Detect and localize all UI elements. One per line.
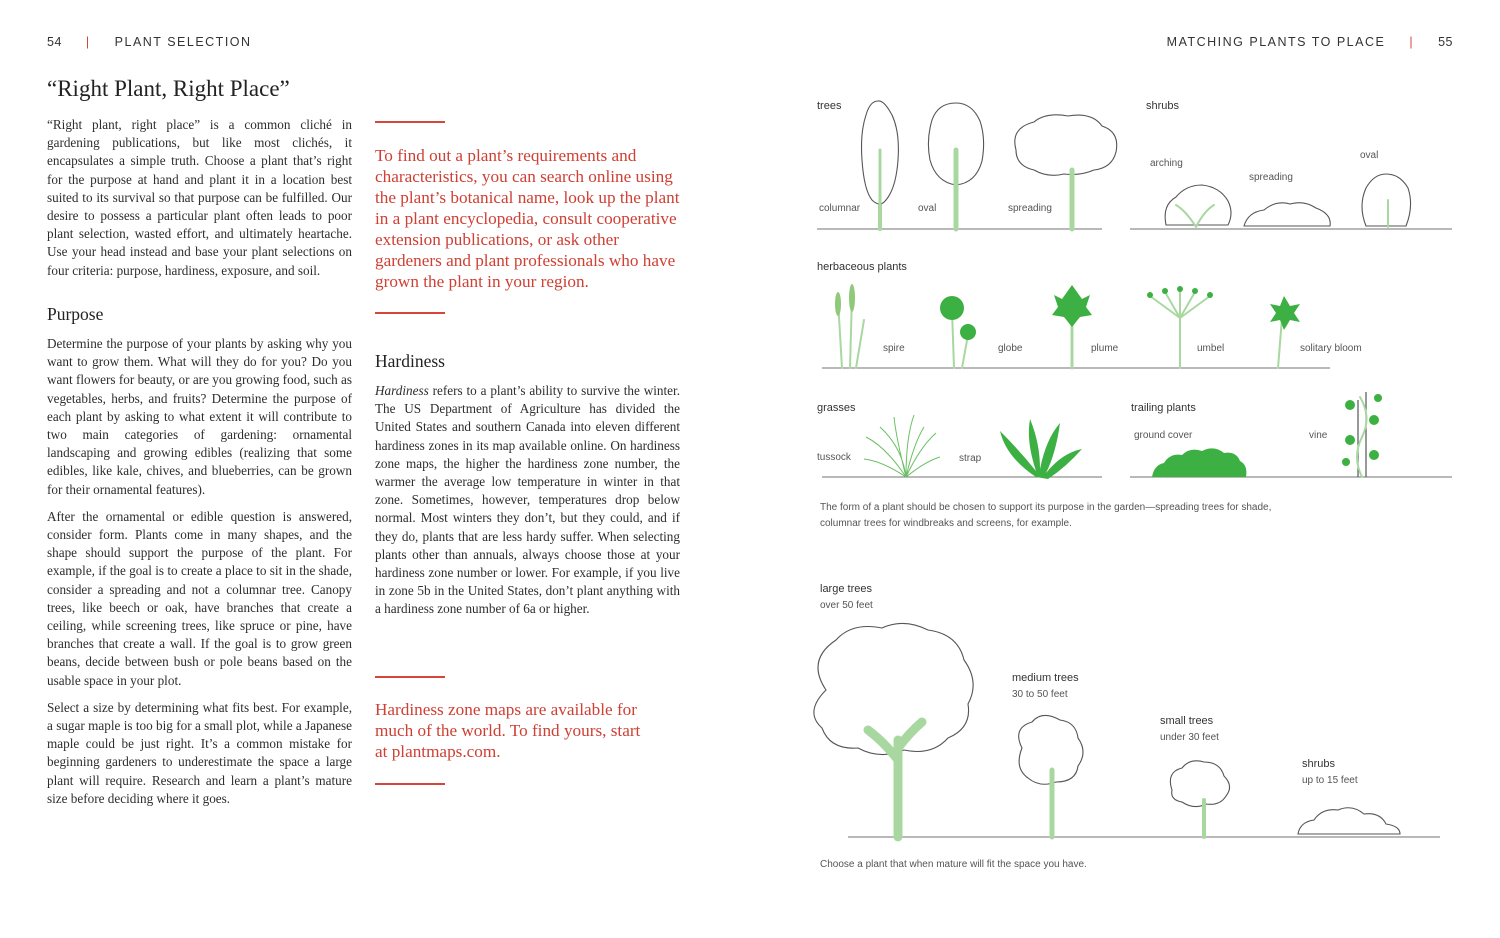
tussock-label: tussock: [817, 452, 851, 463]
spreading-tree-label: spreading: [1008, 203, 1052, 214]
figure2-caption: Choose a plant that when mature will fit the space you have.: [820, 859, 1087, 870]
vine-label: vine: [1309, 430, 1328, 441]
pullquote-2: Hardiness zone maps are available for much of the world. To find yours, start at plantmaps.com.: [375, 700, 641, 761]
hardiness-text: refers to a plant’s ability to survive the winter. The US Department of Agriculture has divided the United States and southern Canada into eleven different hardiness zones in its map available online. On hardiness zone maps, the higher the hardiness zone number, the warmer the average low temperature in winter in that zone. Sometimes, however, temperatures drop below normal. Most winters they don’t, but they could, and if they do, plants that are less hardy suffer. When selecting plants other than annuals, always choose those at your hardiness zone number or lower. For example, if you live in zone 5b in the United States, don’t plant anything with a hardiness zone number of 6a or higher.: [375, 383, 680, 617]
ground-cover-label: ground cover: [1134, 430, 1193, 441]
arching-label: arching: [1150, 158, 1183, 169]
header-separator: |: [1409, 35, 1415, 49]
shrubs-size-value: up to 15 feet: [1302, 775, 1358, 786]
tussock-grass-icon: [864, 415, 940, 477]
pullquote-1: To find out a plant’s requirements and characteristics, you can search online using the plant’s botanical name, look up the plant in a plant encyclopedia, consult cooperative extension publications, or ask other gardeners and plant professionals who have grown the plant in your region.: [375, 146, 680, 291]
plume-label: plume: [1091, 343, 1119, 354]
large-trees-title: large trees: [820, 583, 872, 595]
strap-label: strap: [959, 453, 982, 464]
small-tree-icon: [1170, 761, 1229, 837]
figure1-caption-line2: columnar trees for windbreaks and screens, for example.: [820, 518, 1072, 529]
spreading-shrub-label: spreading: [1249, 172, 1293, 183]
purpose-heading: Purpose: [47, 304, 104, 324]
solitary-bloom-icon: [1270, 296, 1300, 368]
hardiness-heading: Hardiness: [375, 351, 445, 371]
solitary-bloom-label: solitary bloom: [1300, 343, 1362, 354]
plume-plant-icon: [1052, 285, 1092, 368]
large-tree-icon: [814, 623, 973, 837]
spire-label: spire: [883, 343, 905, 354]
hardiness-term: Hardiness: [375, 383, 429, 398]
umbel-plant-icon: [1147, 286, 1213, 368]
intro-paragraph: “Right plant, right place” is a common cliché in gardening publications, but like most clichés, it encapsulates a simple truth. Choose a plant that’s right for the purpose at hand and plant it in a location best suited to its survival so that purpose can be fulfilled. Our desire to possess a particular plant often leads to poor plant selection, wasted effort, and ultimately heartache. Use your head instead and base your plant selections on four criteria: purpose, hardiness, exposure, and soil.: [47, 117, 352, 278]
medium-trees-title: medium trees: [1012, 672, 1079, 684]
spreading-shrub-icon: [1244, 203, 1330, 226]
shrub-size-icon: [1298, 808, 1400, 834]
globe-label: globe: [998, 343, 1023, 354]
globe-plant-icon: [940, 296, 976, 368]
umbel-label: umbel: [1197, 343, 1225, 354]
medium-tree-icon: [1019, 715, 1083, 837]
vine-icon: [1342, 392, 1382, 477]
arching-shrub-icon: [1165, 185, 1231, 227]
shrubs-title: shrubs: [1146, 100, 1180, 112]
figure1-caption-line1: The form of a plant should be chosen to support its purpose in the garden—spreading trees for shade,: [820, 502, 1272, 513]
shrubs-size-title: shrubs: [1302, 758, 1336, 770]
oval-label: oval: [918, 203, 937, 214]
trees-title: trees: [817, 100, 842, 112]
purpose-paragraph-3: Select a size by determining what fits best. For example, a sugar maple is too big for a small plot, while a Japanese maple could be just right. It’s a common mistake for beginning gardeners to underestimate the space a large plant will require. Research and learn a plant’s mature size before deciding where it goes.: [47, 699, 352, 806]
oval-shrub-label: oval: [1360, 150, 1379, 161]
oval-tree-icon: [928, 103, 983, 229]
columnar-label: columnar: [819, 203, 861, 214]
ground-cover-icon: [1152, 448, 1246, 477]
strap-grass-icon: [1000, 419, 1082, 479]
trailing-title: trailing plants: [1131, 402, 1196, 414]
medium-trees-size: 30 to 50 feet: [1012, 689, 1068, 700]
page-number-left: 54: [47, 35, 62, 49]
small-trees-title: small trees: [1160, 715, 1214, 727]
page-title: “Right Plant, Right Place”: [47, 76, 290, 101]
section-title-right: MATCHING PLANTS TO PLACE: [1166, 35, 1386, 49]
grasses-title: grasses: [817, 402, 856, 414]
oval-shrub-icon: [1362, 174, 1411, 227]
small-trees-size: under 30 feet: [1160, 732, 1219, 743]
spire-plant-icon: [835, 284, 864, 368]
section-title-left: PLANT SELECTION: [114, 35, 252, 49]
page-number-right: 55: [1438, 35, 1453, 49]
large-trees-size: over 50 feet: [820, 600, 873, 611]
header-separator: |: [85, 35, 91, 49]
purpose-paragraph-1: Determine the purpose of your plants by asking why you want to grow them. What will they do for you? Do you want flowers for beauty, or are you growing food, such as vegetables, herbs, and fruits? Determine the purpose of each plant by asking to what extent it will contribute to two main categories of gardening: ornamental landscaping and growing edibles (realizing that some edibles, like kale, chives, and blueberries, can be grown for their ornamental features).: [47, 336, 352, 497]
herbaceous-title: herbaceous plants: [817, 261, 907, 273]
purpose-paragraph-2: After the ornamental or edible question is answered, consider form. Plants come in many shapes, and the shape should support the purpose of the plant. For example, if the goal is to create a place to sit in the shade, consider a spreading and not a columnar tree. Canopy trees, like beech or oak, have branches that create a ceiling, while screening trees, like spruce or pine, have branches that create a wall. If the goal is to grow green beans, decide between bush or pole beans based on the usable space in your plot.: [47, 508, 352, 688]
columnar-tree-icon: [862, 101, 899, 229]
